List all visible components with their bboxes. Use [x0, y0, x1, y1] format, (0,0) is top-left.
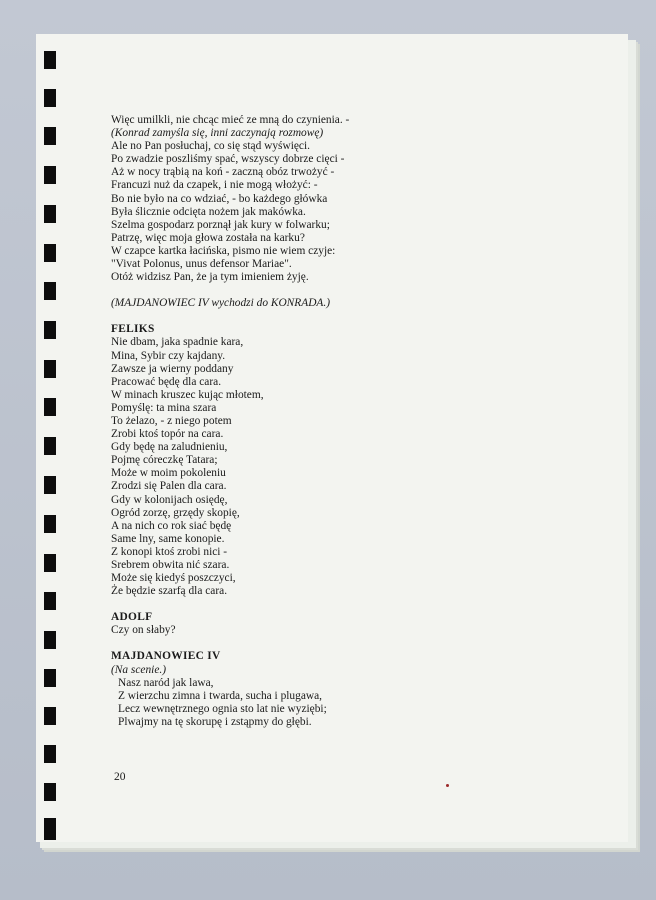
binding-hole [44, 89, 56, 107]
verse-line: Ale no Pan posłuchaj, co się stąd wyświęci. [111, 140, 310, 153]
verse-line: Nasz naród jak lawa, [118, 676, 214, 689]
verse-line: Pojmę córeczkę Tatara; [111, 454, 218, 467]
binding-hole [44, 669, 56, 687]
binding-hole [44, 592, 56, 610]
verse-line: Może się kiedyś poszczyci, [111, 572, 236, 585]
text-block [111, 114, 571, 729]
binding-hole [44, 631, 56, 649]
binding-hole [44, 745, 56, 763]
verse-line: Że będzie szarfą dla cara. [111, 585, 228, 598]
binding-hole [44, 360, 56, 378]
binding-hole [44, 515, 56, 533]
binding-hole [44, 707, 56, 725]
verse-line: Gdy w kolonijach osiędę, [111, 493, 228, 506]
verse-line: Po zwadzie poszliśmy spać, wszyscy dobrze cięci - [111, 153, 345, 166]
speaker-name: MAJDANOWIEC IV [111, 650, 221, 663]
verse-line: Same lny, same konopie. [111, 532, 225, 545]
verse-line: Więc umilkli, nie chcąc mieć ze mną do czynienia. - [111, 114, 350, 126]
binding-hole [44, 282, 56, 300]
binding-hole [44, 244, 56, 262]
binding-hole [44, 205, 56, 223]
verse-line: Szelma gospodarz porznął jak kury w folwarku; [111, 218, 330, 231]
binding-hole [44, 398, 56, 416]
binding-hole [44, 476, 56, 494]
stage-direction: (Na scenie.) [111, 663, 167, 676]
verse-line: "Vivat Polonus, unus defensor Mariae". [111, 258, 292, 271]
verse-line: Zrobi ktoś topór na cara. [111, 428, 224, 441]
verse-line: Nie dbam, jaka spadnie kara, [111, 336, 244, 349]
verse-line: Pracować będę dla cara. [111, 375, 222, 388]
page-number: 20 [114, 771, 126, 783]
verse-line: Otóż widzisz Pan, że ja tym imieniem żyję. [111, 271, 309, 284]
verse-line: Zawsze ja wierny poddany [111, 362, 234, 375]
verse-line: Aż w nocy trąbią na koń - zaczną obóz trwożyć - [111, 166, 335, 179]
verse-line: Mina, Sybir czy kajdany. [111, 349, 226, 362]
verse-line: Francuzi nuż da czapek, i nie mogą włożyć: - [111, 179, 318, 192]
verse-line: A na nich co rok siać będę [111, 519, 232, 532]
verse-line: Patrzę, więc moja głowa została na karku? [111, 231, 305, 244]
verse-line: Lecz wewnętrznego ognia sto lat nie wyziębi; [118, 702, 327, 715]
ink-speck [446, 784, 449, 787]
binding-hole [44, 321, 56, 339]
verse-line: Ogród zorzę, grzędy skopię, [111, 506, 240, 519]
verse-line: W minach kruszec kując młotem, [111, 388, 264, 401]
binding-hole [44, 166, 56, 184]
verse-line: Była ślicznie odcięta nożem jak makówka. [111, 205, 306, 218]
verse-line: Czy on słaby? [111, 624, 176, 637]
verse-line: W czapce kartka łacińska, pismo nie wiem czyje: [111, 244, 336, 257]
verse-line: Plwajmy na tę skorupę i zstąpmy do głębi. [118, 715, 312, 728]
binding-hole [44, 818, 56, 840]
binding-hole [44, 51, 56, 69]
stage-direction: (MAJDANOWIEC IV wychodzi do KONRADA.) [111, 297, 331, 310]
verse-line: Srebrem obwita nić szara. [111, 559, 230, 571]
binding-hole [44, 783, 56, 801]
binding-hole [44, 554, 56, 572]
speaker-name: FELIKS [111, 323, 155, 336]
speaker-name: ADOLF [111, 611, 153, 624]
verse-line: (Konrad zamyśla się, inni zaczynają rozmowę) [111, 127, 324, 140]
verse-line: Z konopi ktoś zrobi nici - [111, 545, 228, 558]
verse-line: Gdy będę na zaludnieniu, [111, 441, 228, 454]
verse-line: Bo nie było na co wdziać, - bo każdego główka [111, 192, 328, 205]
binding-hole [44, 437, 56, 455]
verse-line: Z wierzchu zimna i twarda, sucha i plugawa, [118, 689, 323, 702]
verse-line: Zrodzi się Palen dla cara. [111, 480, 227, 493]
binding-hole [44, 127, 56, 145]
verse-line: Pomyślę: ta mina szara [111, 401, 217, 414]
verse-line: Może w moim pokoleniu [111, 467, 226, 480]
verse-line: To żelazo, - z niego potem [111, 414, 232, 427]
